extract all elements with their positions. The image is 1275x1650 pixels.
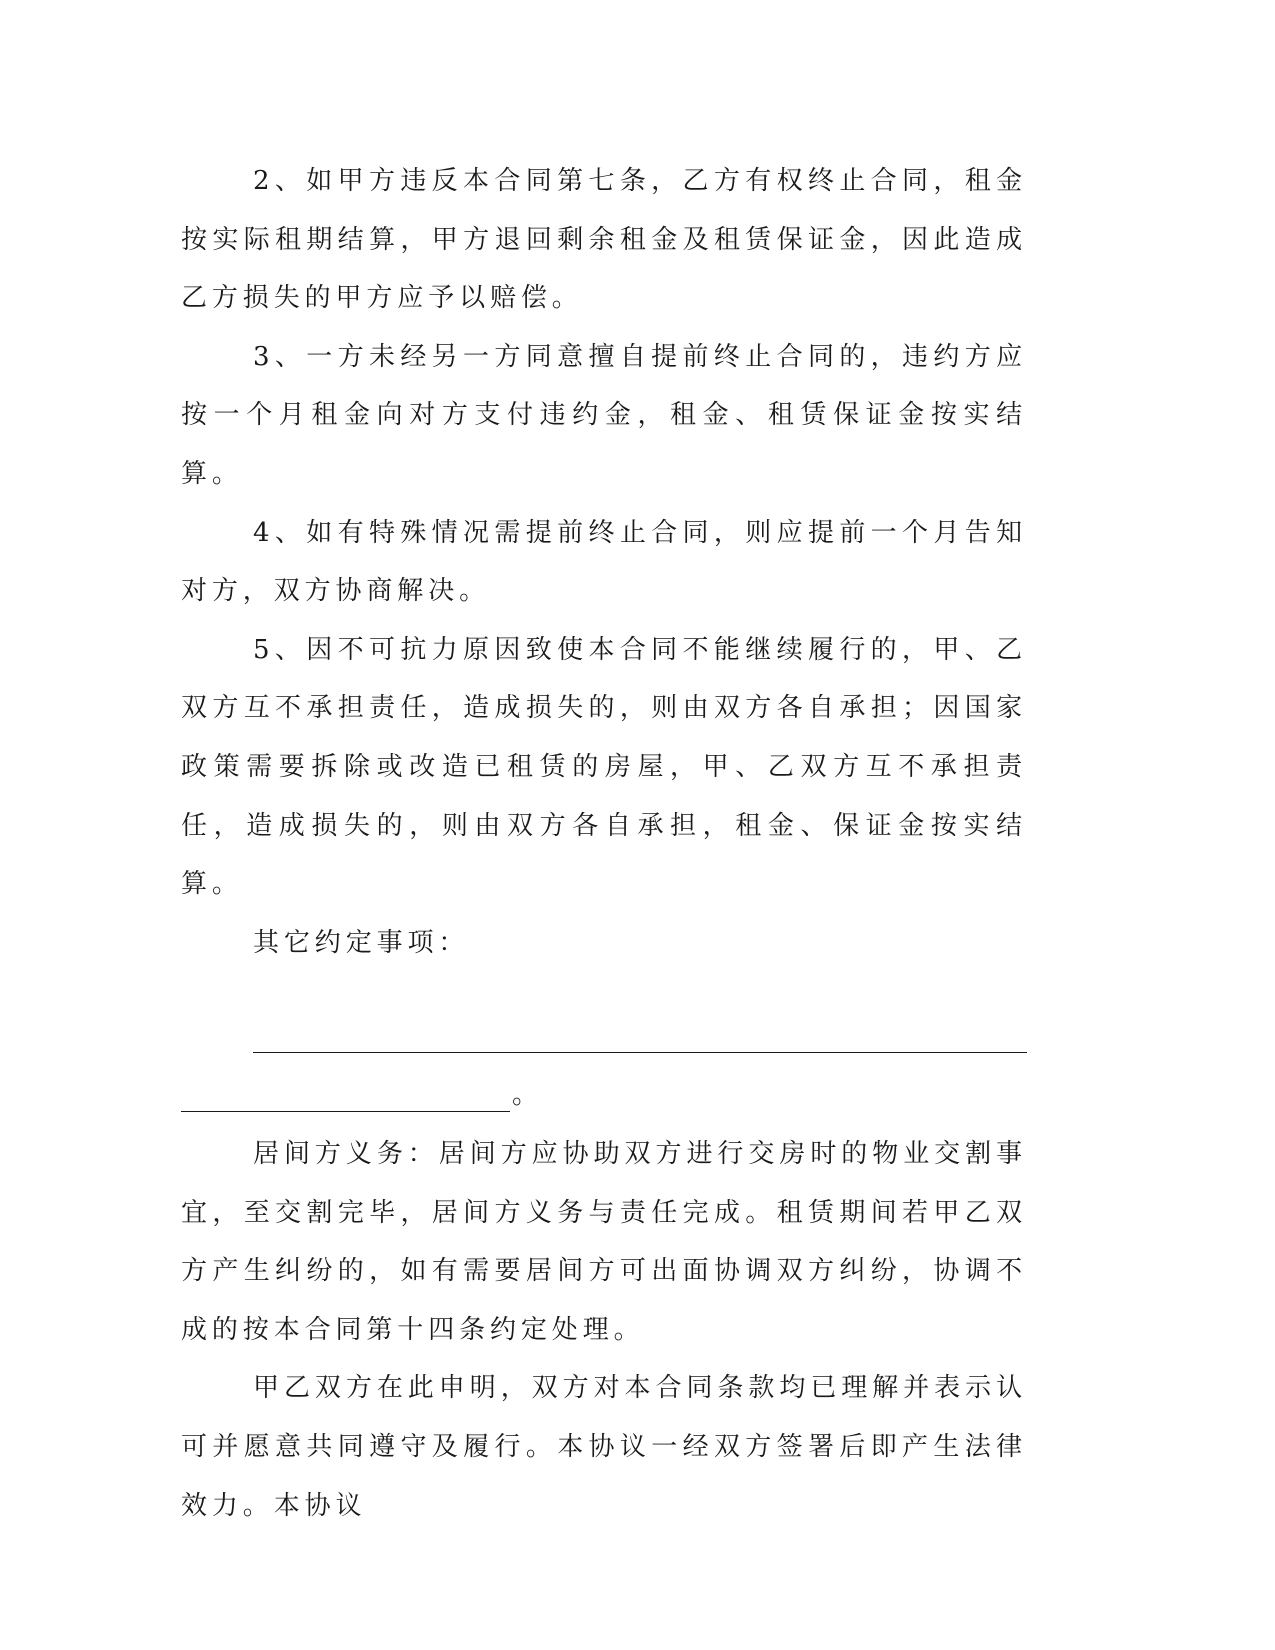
clause-5-paragraph: 5、因不可抗力原因致使本合同不能继续履行的，甲、乙双方互不承担责任，造成损失的，则由双方各自承担；因国家政策需要拆除或改造已租赁的房屋，甲、乙双方互不承担责任，造成损失的，则由双方各自承担，租金、保证金按实结算。 <box>181 634 1027 900</box>
clauses-section <box>181 152 1027 972</box>
closing-section <box>181 1125 1027 1535</box>
intermediary-duties-paragraph: 居间方义务：居间方应协助双方进行交房时的物业交割事宜，至交割完毕，居间方义务与责任完成。租赁期间若甲乙双方产生纠纷的，如有需要居间方可出面协调双方纠纷，协调不成的按本合同第十四条约定处理。 <box>181 1139 1027 1345</box>
clause-2-paragraph: 2、如甲方违反本合同第七条，乙方有权终止合同，租金按实际租期结算，甲方退回剩余租金及租赁保证金，因此造成乙方损失的甲方应予以赔偿。 <box>181 166 1027 314</box>
other-terms-blank-line-1 <box>181 1020 1027 1053</box>
other-terms-blank-line-2 <box>181 1078 1027 1112</box>
blank-underline <box>253 1020 1027 1053</box>
clause-3-paragraph: 3、一方未经另一方同意擅自提前终止合同的，违约方应按一个月租金向对方支付违约金，租金、租赁保证金按实结算。 <box>181 341 1027 489</box>
other-terms-label: 其它约定事项： <box>253 927 470 958</box>
declaration-paragraph: 甲乙双方在此申明，双方对本合同条款均已理解并表示认可并愿意共同遵守及履行。本协议一经双方签署后即产生法律效力。本协议 <box>181 1373 1027 1521</box>
blank-end-mark: 。 <box>512 1080 539 1110</box>
clause-4-paragraph: 4、如有特殊情况需提前终止合同，则应提前一个月告知对方，双方协商解决。 <box>181 517 1027 607</box>
blank-underline <box>181 1079 510 1112</box>
